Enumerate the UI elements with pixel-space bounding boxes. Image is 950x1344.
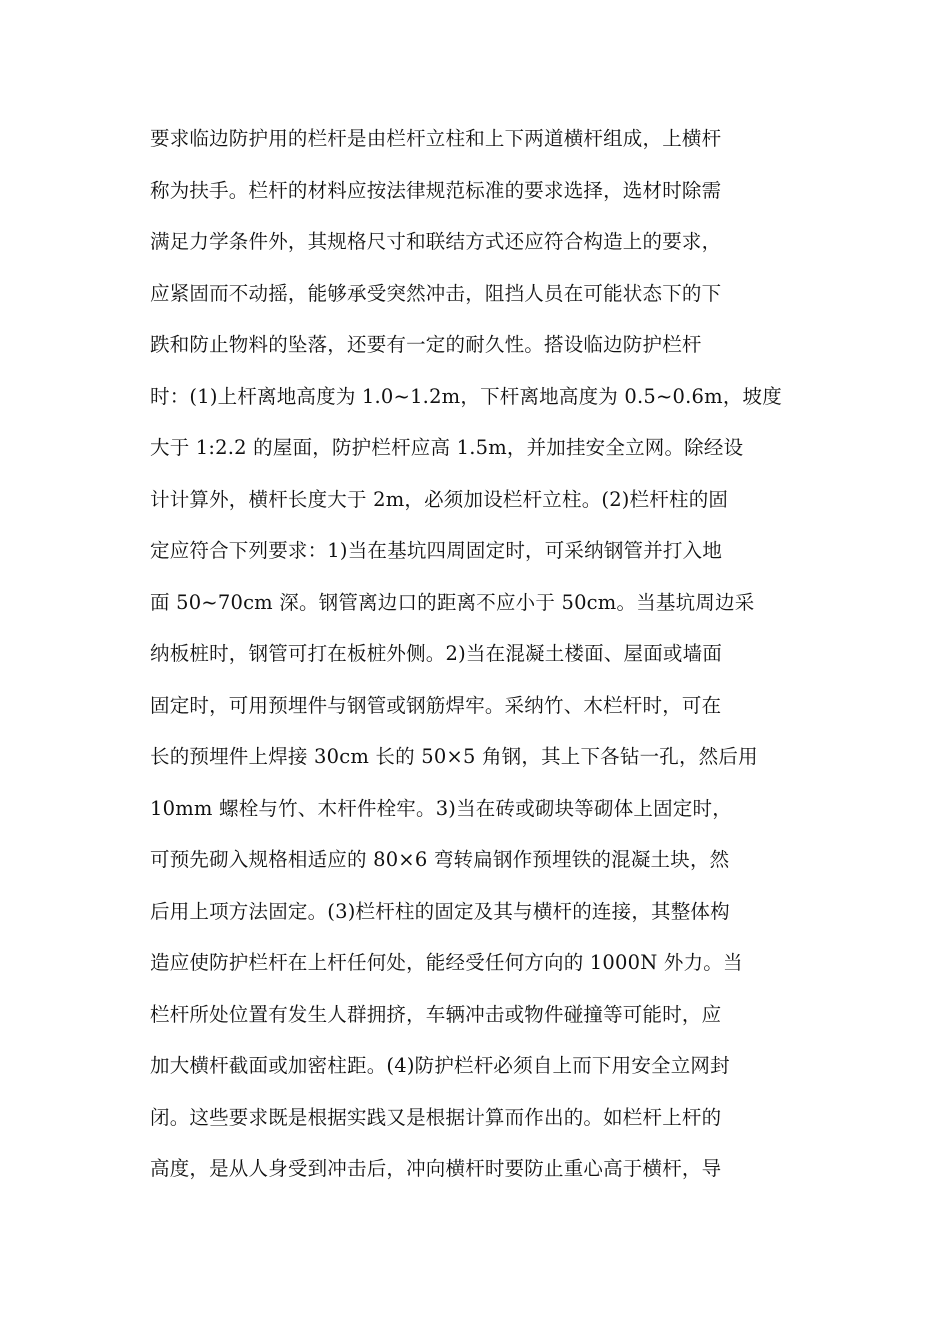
text-line: 定应符合下列要求：1)当在基坑四周固定时，可采纳钢管并打入地 (150, 539, 723, 562)
text-line: 长的预埋件上焊接 30cm 长的 50×5 角钢，其上下各钻一孔，然后用 (150, 745, 758, 768)
text-line: 闭。这些要求既是根据实践又是根据计算而作出的。如栏杆上杆的 (150, 1105, 722, 1129)
text-line: 要求临边防护用的栏杆是由栏杆立柱和上下两道横杆组成，上横杆 (150, 127, 722, 150)
text-line: 10mm 螺栓与竹、木杆件栓牢。3)当在砖或砌块等砌体上固定时， (150, 796, 732, 820)
text-line: 计计算外，横杆长度大于 2m，必须加设栏杆立柱。(2)栏杆柱的固 (150, 487, 729, 511)
text-line: 造应使防护栏杆在上杆任何处，能经受任何方向的 1000N 外力。当 (150, 951, 743, 974)
text-line: 称为扶手。栏杆的材料应按法律规范标准的要求选择，选材时除需 (150, 178, 722, 202)
text-line: 可预先砌入规格相适应的 80×6 弯转扁钢作预埋铁的混凝土块，然 (150, 848, 730, 871)
text-line: 后用上项方法固定。(3)栏杆柱的固定及其与横杆的连接，其整体构 (150, 899, 730, 923)
text-line: 高度，是从人身受到冲击后，冲向横杆时要防止重心高于横杆，导 (150, 1157, 722, 1180)
text-line: 跌和防止物料的坠落，还要有一定的耐久性。搭设临边防护栏杆 (150, 333, 702, 356)
text-line: 加大横杆截面或加密柱距。(4)防护栏杆必须自上而下用安全立网封 (150, 1054, 730, 1077)
text-line: 栏杆所处位置有发生人群拥挤，车辆冲击或物件碰撞等可能时，应 (150, 1002, 722, 1026)
text-line: 纳板桩时，钢管可打在板桩外侧。2)当在混凝土楼面、屋面或墙面 (150, 642, 723, 665)
text-line: 固定时，可用预埋件与钢管或钢筋焊牢。采纳竹、木栏杆时，可在 (150, 693, 722, 717)
text-line: 大于 1:2.2 的屋面，防护栏杆应高 1.5m，并加挂安全立网。除经设 (150, 436, 744, 459)
text-line: 时：(1)上杆离地高度为 1.0~1.2m，下杆离地高度为 0.5~0.6m，坡度 (150, 384, 782, 408)
text-line: 应紧固而不动摇，能够承受突然冲击，阻挡人员在可能状态下的下 (150, 281, 722, 305)
text-line: 面 50~70cm 深。钢管离边口的距离不应小于 50cm。当基坑周边采 (150, 590, 755, 614)
text-line: 满足力学条件外，其规格尺寸和联结方式还应符合构造上的要求， (150, 230, 722, 253)
body-paragraph (150, 113, 810, 1195)
